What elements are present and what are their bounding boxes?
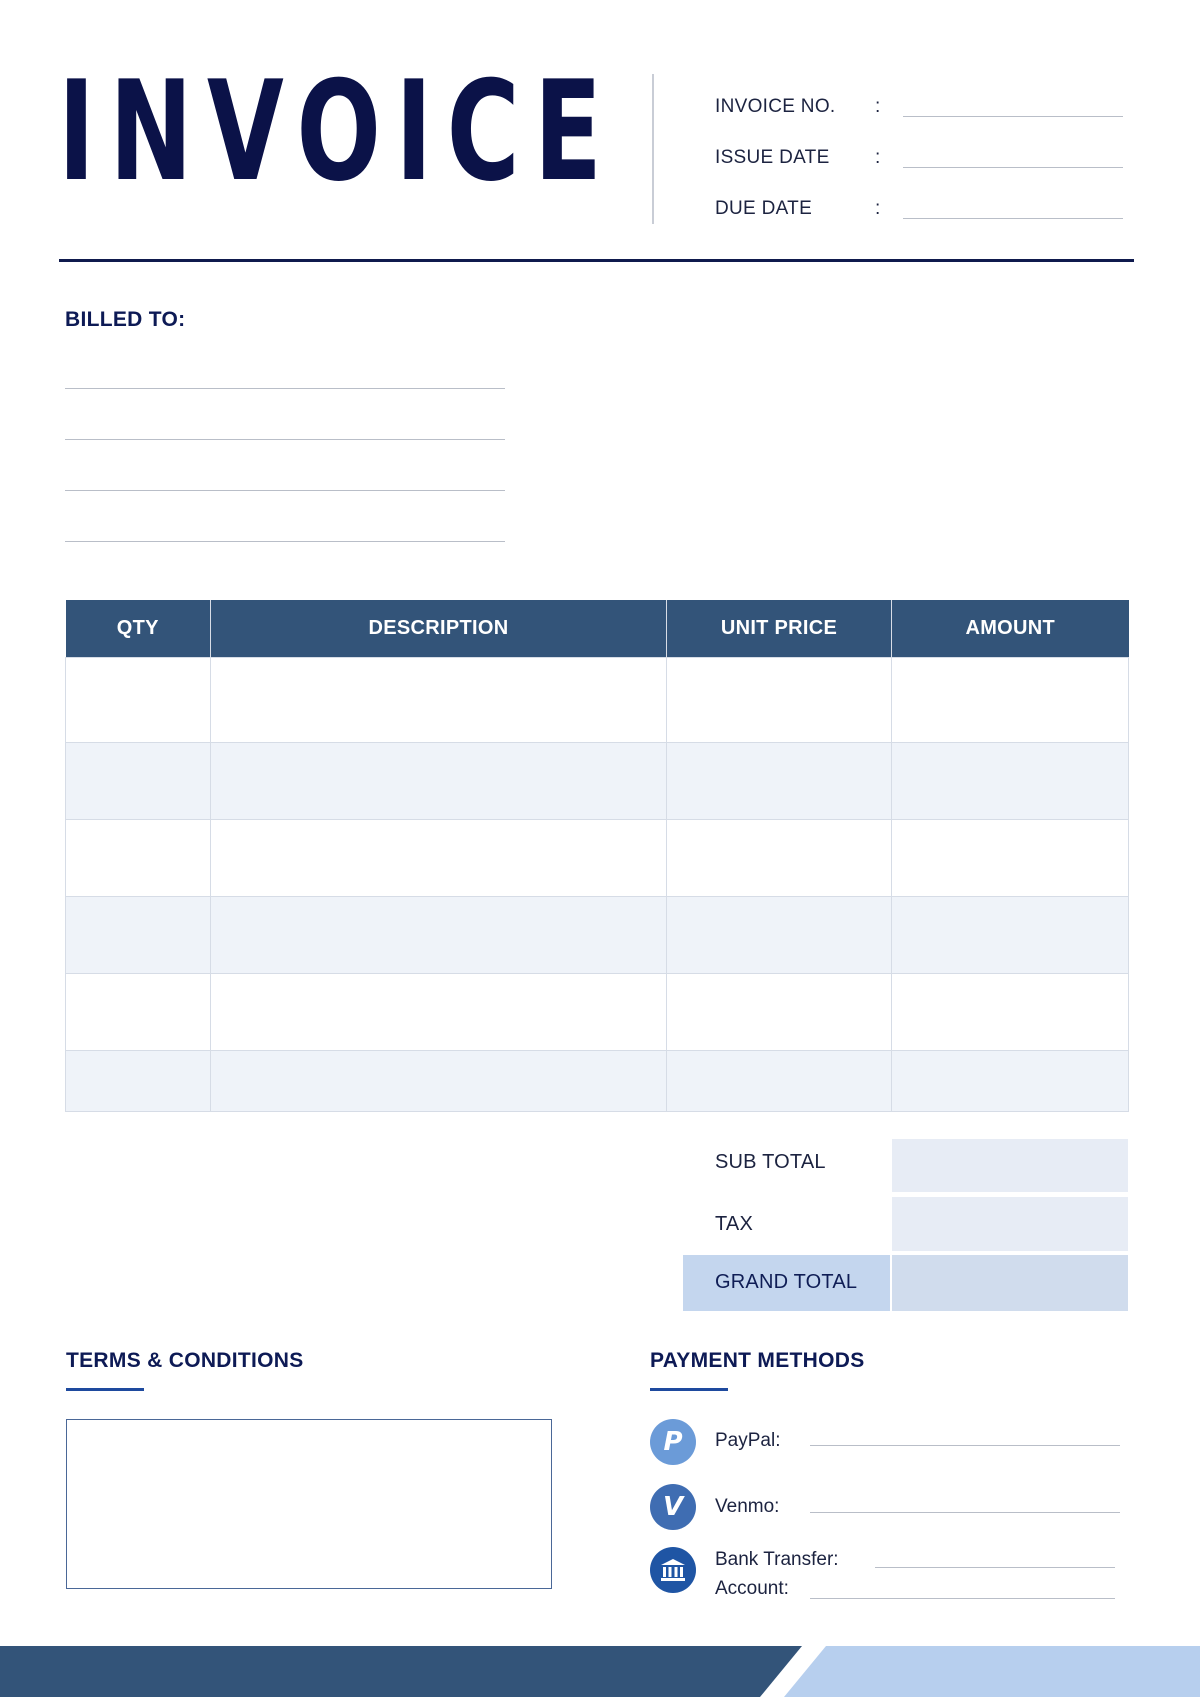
invoice-number-line[interactable] [903,116,1123,117]
table-row [66,897,1129,974]
footer-light-band [784,1646,1200,1697]
qty-cell[interactable] [66,743,211,820]
due-date-label: DUE DATE [715,198,813,219]
header-rule [59,259,1134,262]
issue-date-colon: : [875,147,881,168]
billed-to-line-1[interactable] [65,388,505,389]
invoice-title: INVOICE [58,51,617,212]
bank-transfer-label: Bank Transfer: [715,1549,839,1570]
table-row [66,974,1129,1051]
table-row [66,820,1129,897]
unit-price-cell[interactable] [667,743,892,820]
tax-value[interactable] [892,1197,1128,1251]
invoice-number-label: INVOICE NO. [715,96,836,117]
items-table [65,600,1129,1112]
amount-cell[interactable] [892,658,1129,743]
billed-to-line-2[interactable] [65,439,505,440]
sub-total-label: SUB TOTAL [715,1151,826,1173]
unit-price-cell[interactable] [667,820,892,897]
bank-icon [650,1547,696,1593]
description-cell[interactable] [211,820,667,897]
col-header-unit-price: UNIT PRICE [667,600,892,658]
paypal-icon: P [650,1419,696,1465]
col-header-amount: AMOUNT [892,600,1129,658]
amount-cell[interactable] [892,897,1129,974]
payment-underline [650,1388,728,1391]
terms-box[interactable] [66,1419,552,1589]
issue-date-label: ISSUE DATE [715,147,830,168]
venmo-icon: V [650,1484,696,1530]
col-header-description: DESCRIPTION [211,600,667,658]
billed-to-line-3[interactable] [65,490,505,491]
qty-cell[interactable] [66,658,211,743]
sub-total-value[interactable] [892,1139,1128,1192]
col-header-qty: QTY [66,600,211,658]
unit-price-cell[interactable] [667,658,892,743]
table-header-row [66,600,1129,658]
issue-date-line[interactable] [903,167,1123,168]
table-row [66,743,1129,820]
venmo-line[interactable] [810,1512,1120,1513]
unit-price-cell[interactable] [667,974,892,1051]
table-row [66,1051,1129,1112]
header-divider [652,74,654,224]
qty-cell[interactable] [66,1051,211,1112]
paypal-label: PayPal: [715,1430,781,1451]
billed-to-title: BILLED TO: [65,308,186,331]
qty-cell[interactable] [66,897,211,974]
due-date-field [715,198,1125,228]
payment-title: PAYMENT METHODS [650,1349,865,1372]
account-label: Account: [715,1578,789,1599]
invoice-number-colon: : [875,96,881,117]
description-cell[interactable] [211,897,667,974]
table-row [66,658,1129,743]
unit-price-cell[interactable] [667,1051,892,1112]
terms-underline [66,1388,144,1391]
grand-total-value[interactable] [892,1255,1128,1311]
description-cell[interactable] [211,743,667,820]
account-line[interactable] [810,1598,1115,1599]
amount-cell[interactable] [892,1051,1129,1112]
venmo-label: Venmo: [715,1496,780,1517]
issue-date-field [715,147,1125,177]
due-date-line[interactable] [903,218,1123,219]
amount-cell[interactable] [892,820,1129,897]
amount-cell[interactable] [892,974,1129,1051]
invoice-number-field [715,96,1125,126]
qty-cell[interactable] [66,820,211,897]
footer-band [0,1646,1200,1697]
due-date-colon: : [875,198,881,219]
description-cell[interactable] [211,658,667,743]
paypal-line[interactable] [810,1445,1120,1446]
bank-glyph [660,1558,686,1582]
unit-price-cell[interactable] [667,897,892,974]
bank-transfer-line[interactable] [875,1567,1115,1568]
grand-total-label: GRAND TOTAL [715,1271,858,1293]
description-cell[interactable] [211,974,667,1051]
qty-cell[interactable] [66,974,211,1051]
description-cell[interactable] [211,1051,667,1112]
tax-label: TAX [715,1213,754,1235]
amount-cell[interactable] [892,743,1129,820]
footer-dark-band [0,1646,802,1697]
terms-title: TERMS & CONDITIONS [66,1349,304,1372]
billed-to-line-4[interactable] [65,541,505,542]
